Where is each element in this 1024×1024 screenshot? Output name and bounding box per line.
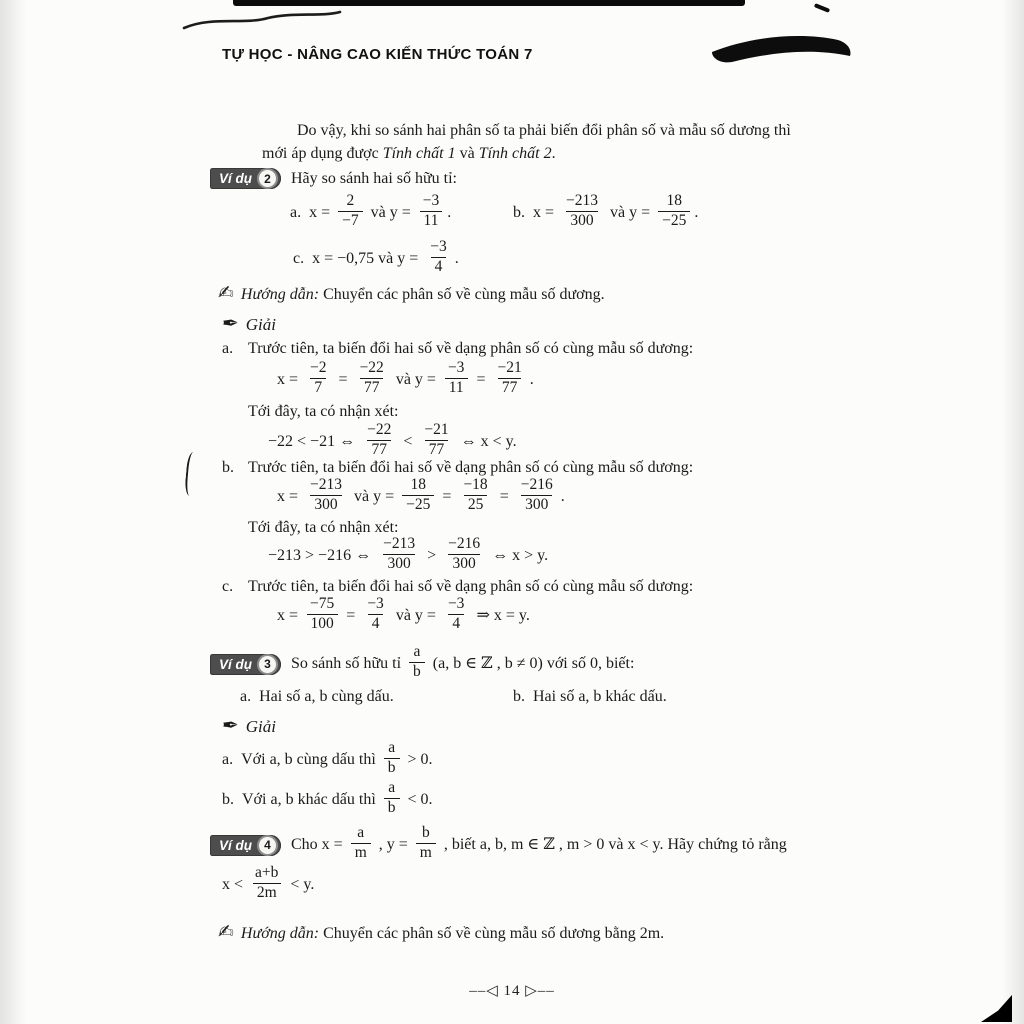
example2-part-a-intro xyxy=(222,340,693,358)
pen-icon: ✒ xyxy=(222,313,239,335)
intro-line-2 xyxy=(262,145,556,163)
page-number: ––◁ 14 ▷–– xyxy=(469,983,555,999)
example2-part-c-math1: x = $\frac{-75}{100}$ = $\frac{-3}{4}$ và y = $\frac{-3}{4}$ ⇒ x = y. xyxy=(277,595,530,632)
example2-part-c-intro xyxy=(222,578,693,596)
intro-line2-mid: và xyxy=(455,145,479,162)
example3-title: So sánh số hữu tỉ $\frac{a}{b}$ (a, b ∈ ℤ , b ≠ 0) với số 0, biết: xyxy=(291,643,635,680)
scan-artifact-streak xyxy=(712,28,854,71)
solution-label: Giải xyxy=(245,315,276,334)
badge-label: Ví dụ xyxy=(219,837,252,853)
scan-artifact-tick xyxy=(814,3,830,13)
part-intro-text: Trước tiên, ta biến đổi hai số về dạng phân số có cùng mẫu số dương: xyxy=(248,340,694,357)
part-label: b. xyxy=(222,459,234,476)
example3-badge xyxy=(210,654,281,675)
scan-artifact-squiggle xyxy=(182,8,342,39)
example2-part-b-math1: x = $\frac{-213}{300}$ và y = $\frac{18}{-25}$ = $\frac{-18}{25}$ = $\frac{-216}{300}$ . xyxy=(277,476,565,513)
example4-badge xyxy=(210,835,281,856)
example2-hint xyxy=(218,282,605,305)
badge-label: Ví dụ xyxy=(219,656,252,672)
example4-statement: Cho x = $\frac{a}{m}$ , y = $\frac{b}{m}$ , biết a, b, m ∈ ℤ , m > 0 và x < y. Hãy chứng tỏ rằng xyxy=(291,824,787,861)
badge-number: 2 xyxy=(257,168,278,189)
example2-item-b: b. x = $\frac{-213}{300}$ và y = $\frac{18}{-25}$ . xyxy=(513,192,699,229)
solution-label: Giải xyxy=(245,717,276,736)
example2-heading xyxy=(210,168,457,189)
part-intro-text: Trước tiên, ta biến đổi hai số về dạng phân số có cùng mẫu số dương: xyxy=(248,459,694,476)
example2-part-b-note: Tới đây, ta có nhận xét: xyxy=(248,519,399,536)
example2-badge xyxy=(210,168,281,189)
example3-solution-heading xyxy=(222,713,276,738)
example2-part-a-note: Tới đây, ta có nhận xét: xyxy=(248,403,399,420)
intro-term-2: Tính chất 2 xyxy=(478,145,552,162)
example2-part-b-intro xyxy=(222,459,693,477)
writing-hand-icon: ✍ xyxy=(218,922,234,943)
example3-part-b: b. Với a, b khác dấu thì $\frac{a}{b}$ < 0. xyxy=(222,779,433,816)
example2-part-a-math2: −22 < −21 ⇔ $\frac{-22}{77}$ < $\frac{-21}{77}$ ⇔ x < y. xyxy=(268,421,517,458)
scan-artifact-binding xyxy=(184,452,199,497)
part-intro-text: Trước tiên, ta biến đổi hai số về dạng phân số có cùng mẫu số dương: xyxy=(248,578,694,595)
example3-part-a: a. Với a, b cùng dấu thì $\frac{a}{b}$ > 0. xyxy=(222,739,433,776)
page-header: TỰ HỌC - NÂNG CAO KIẾN THỨC TOÁN 7 xyxy=(222,46,533,63)
part-label: a. xyxy=(222,340,234,357)
pen-icon: ✒ xyxy=(222,715,239,737)
example2-solution-heading xyxy=(222,311,276,336)
example2-item-a: a. x = $\frac{2}{-7}$ và y = $\frac{-3}{11}$ . xyxy=(290,192,452,229)
example4-statement-line2: x < $\frac{a+b}{2m}$ < y. xyxy=(222,864,315,901)
intro-line2-end: . xyxy=(551,145,556,162)
example2-part-a-math1: x = $\frac{-2}{7}$ = $\frac{-22}{77}$ và y = $\frac{-3}{11}$ = $\frac{-21}{77}$ . xyxy=(277,359,534,396)
example2-part-b-math2: −213 > −216 ⇔ $\frac{-213}{300}$ > $\frac{-216}{300}$ ⇔ x > y. xyxy=(268,535,549,572)
example3-heading xyxy=(210,645,634,683)
badge-number: 4 xyxy=(257,835,278,856)
hint-label: Hướng dẫn: xyxy=(240,925,320,942)
hint-text: Chuyển các phân số về cùng mẫu số dương. xyxy=(323,286,605,303)
example3-item-b: b. Hai số a, b khác dấu. xyxy=(513,688,667,705)
intro-term-1: Tính chất 1 xyxy=(382,145,456,162)
scan-edge-right xyxy=(1002,0,1024,1024)
intro-line2-pre: mới áp dụng được xyxy=(262,145,383,162)
example4-hint xyxy=(218,921,664,944)
example2-item-c: c. x = −0,75 và y = $\frac{-3}{4}$ . xyxy=(293,238,459,275)
intro-line-1: Do vậy, khi so sánh hai phân số ta phải biến đổi phân số và mẫu số dương thì xyxy=(297,122,791,139)
badge-number: 3 xyxy=(257,654,278,675)
example3-item-a: a. Hai số a, b cùng dấu. xyxy=(240,688,394,705)
hint-label: Hướng dẫn: xyxy=(240,286,320,303)
badge-label: Ví dụ xyxy=(219,171,252,186)
part-label: c. xyxy=(222,578,234,595)
hint-text: Chuyển các phân số về cùng mẫu số dương bằng 2m. xyxy=(323,925,665,942)
example2-title: Hãy so sánh hai số hữu tỉ: xyxy=(291,169,457,187)
scan-edge-left xyxy=(0,0,26,1024)
writing-hand-icon: ✍ xyxy=(218,283,234,304)
example4-heading xyxy=(210,826,787,864)
scan-artifact-top-bar xyxy=(233,0,745,6)
